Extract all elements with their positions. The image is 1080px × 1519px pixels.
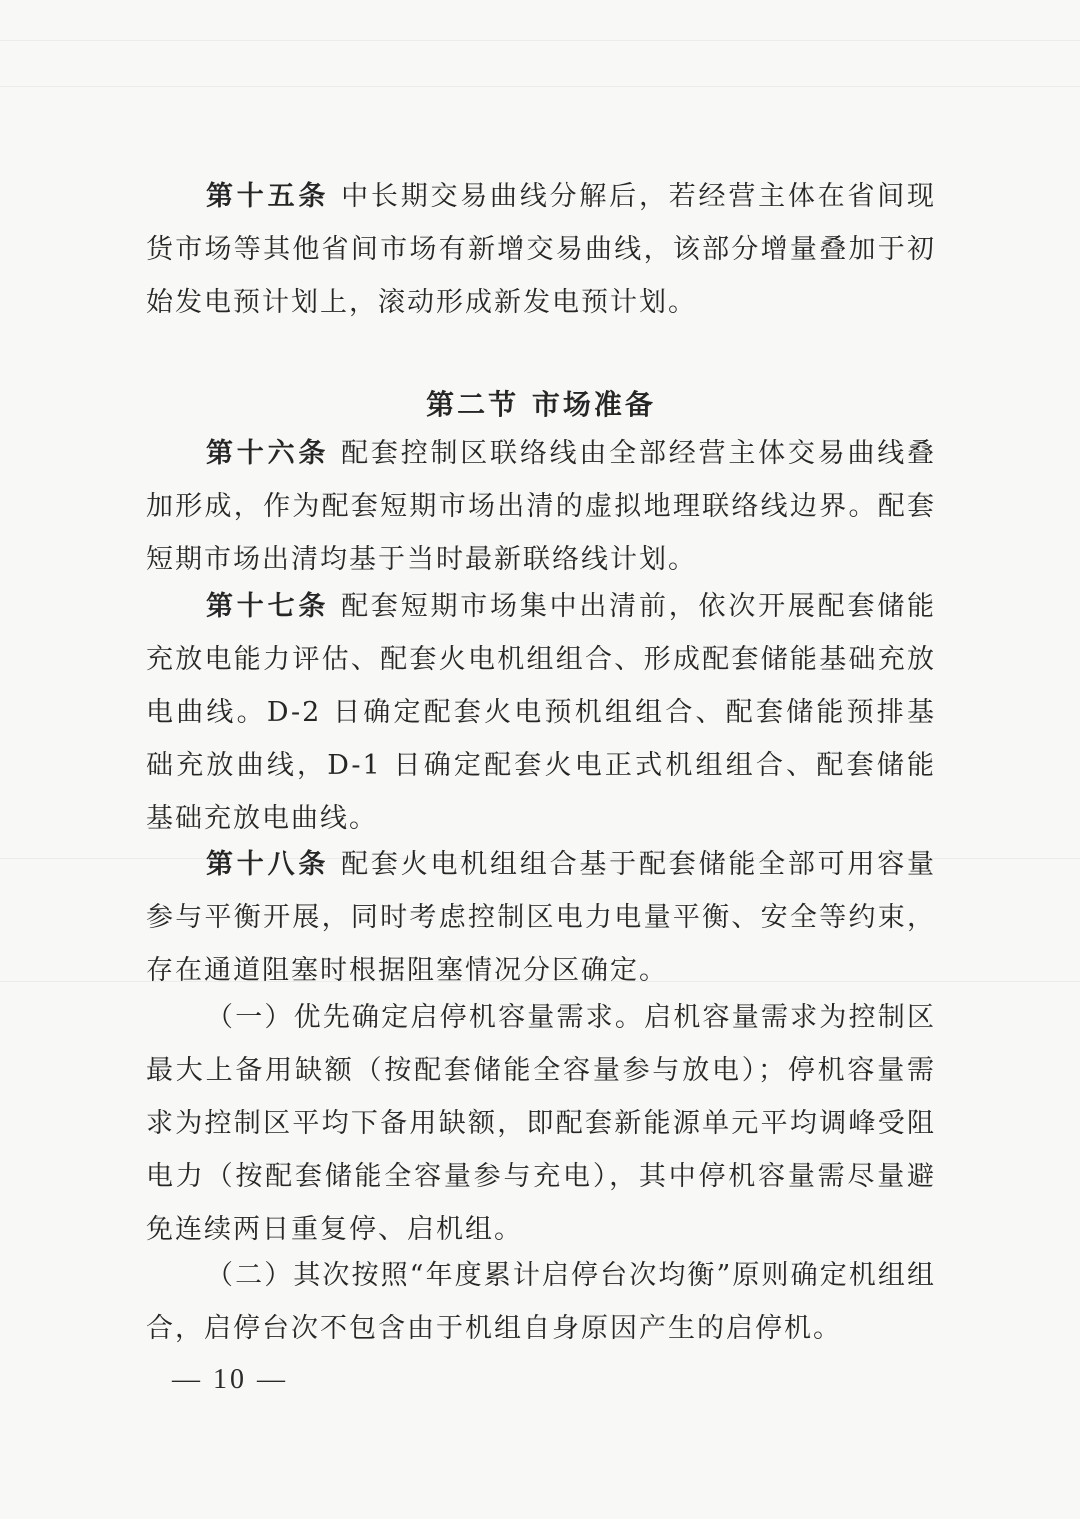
article-18-title: 第十八条 [206, 849, 330, 880]
article-16-title: 第十六条 [206, 438, 330, 469]
article-17-title: 第十七条 [206, 591, 330, 622]
item-2: （二）其次按照“年度累计启停台次均衡”原则确定机组组合，启停台次不包含由于机组自身原因产生的启停机。 [146, 1260, 936, 1344]
article-16 [146, 427, 936, 586]
article-18-body: 配套火电机组组合基于配套储能全部可用容量参与平衡开展，同时考虑控制区电力电量平衡、安全等约束，存在通道阻塞时根据阻塞情况分区确定。 [146, 849, 937, 986]
article-17-body: 配套短期市场集中出清前，依次开展配套储能充放电能力评估、配套火电机组组合、形成配套储能基础充放电曲线。D-2 日确定配套火电预机组组合、配套储能预排基础充放曲线，D-1 日确定配套火电正式机组组合、配套储能基础充放电曲线。 [146, 591, 937, 834]
article-16-body: 配套控制区联络线由全部经营主体交易曲线叠加形成，作为配套短期市场出清的虚拟地理联络线边界。配套短期市场出清均基于当时最新联络线计划。 [146, 438, 937, 575]
section-heading: 第二节 市场准备 [426, 388, 656, 421]
page-number: — 10 — [172, 1364, 288, 1395]
article-15-title: 第十五条 [206, 181, 330, 212]
article-18 [146, 838, 936, 997]
article-17 [146, 580, 936, 845]
article-15-body: 中长期交易曲线分解后，若经营主体在省间现货市场等其他省间市场有新增交易曲线，该部分增量叠加于初始发电预计划上，滚动形成新发电预计划。 [146, 181, 937, 318]
item-1: （一）优先确定启停机容量需求。启机容量需求为控制区最大上备用缺额（按配套储能全容量参与放电）；停机容量需求为控制区平均下备用缺额，即配套新能源单元平均调峰受阻电力（按配套储能全容量参与充电），其中停机容量需尽量避免连续两日重复停、启机组。 [146, 1002, 936, 1245]
scan-artifact-line [0, 86, 1080, 87]
article-15 [146, 170, 936, 329]
scan-artifact-line [0, 40, 1080, 41]
